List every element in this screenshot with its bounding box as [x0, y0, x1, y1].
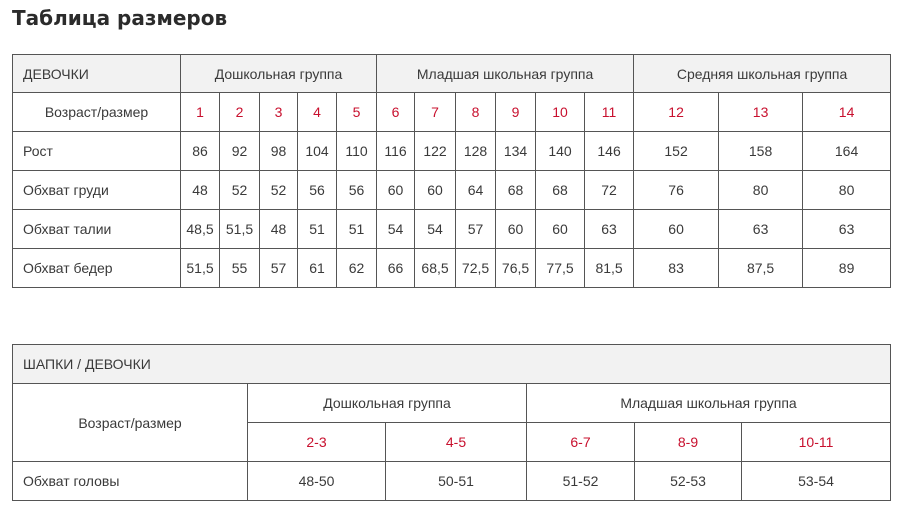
- table-cell: 51: [298, 210, 337, 249]
- group-junior-school: Младшая школьная группа: [377, 55, 634, 93]
- table-cell: 122: [415, 132, 456, 171]
- table-cell: 51: [337, 210, 377, 249]
- table-cell: 146: [585, 132, 634, 171]
- group-preschool: Дошкольная группа: [248, 384, 527, 423]
- table-row: [13, 249, 891, 288]
- group-preschool: Дошкольная группа: [181, 55, 377, 93]
- table-cell: 48,5: [181, 210, 220, 249]
- table-cell: 87,5: [719, 249, 803, 288]
- table-cell: 86: [181, 132, 220, 171]
- table-cell: 50-51: [386, 462, 527, 501]
- table-cell: 72: [585, 171, 634, 210]
- table-cell: 76,5: [496, 249, 536, 288]
- table-cell: 92: [220, 132, 260, 171]
- table-cell: 81,5: [585, 249, 634, 288]
- size-cell: 3: [260, 93, 298, 132]
- table-cell: 51,5: [181, 249, 220, 288]
- table-cell: 64: [456, 171, 496, 210]
- size-cell: 10-11: [742, 423, 891, 462]
- section-header-row: [13, 345, 891, 384]
- table-cell: 51-52: [527, 462, 635, 501]
- size-cell: 4-5: [386, 423, 527, 462]
- table-cell: 134: [496, 132, 536, 171]
- group-header-row: [13, 384, 891, 423]
- table-cell: 164: [803, 132, 891, 171]
- table-cell: 60: [496, 210, 536, 249]
- table-cell: 48: [260, 210, 298, 249]
- table-cell: 61: [298, 249, 337, 288]
- table-cell: 72,5: [456, 249, 496, 288]
- size-cell: 2-3: [248, 423, 386, 462]
- size-cell: 1: [181, 93, 220, 132]
- size-row-label: Возраст/размер: [13, 93, 181, 132]
- table-cell: 63: [803, 210, 891, 249]
- size-cell: 12: [634, 93, 719, 132]
- table-cell: 60: [377, 171, 415, 210]
- table-cell: 80: [719, 171, 803, 210]
- row-label: Обхват груди: [13, 171, 181, 210]
- table-cell: 104: [298, 132, 337, 171]
- size-cell: 9: [496, 93, 536, 132]
- page-title: Таблица размеров: [12, 6, 228, 30]
- table-cell: 83: [634, 249, 719, 288]
- table-cell: 68: [496, 171, 536, 210]
- table-cell: 68: [536, 171, 585, 210]
- table-cell: 128: [456, 132, 496, 171]
- table-cell: 76: [634, 171, 719, 210]
- table-cell: 52: [260, 171, 298, 210]
- table-cell: 54: [377, 210, 415, 249]
- size-cell: 7: [415, 93, 456, 132]
- group-junior-school: Младшая школьная группа: [527, 384, 891, 423]
- row-label: Обхват бедер: [13, 249, 181, 288]
- table-cell: 110: [337, 132, 377, 171]
- table-cell: 56: [298, 171, 337, 210]
- size-row: [13, 93, 891, 132]
- table-cell: 56: [337, 171, 377, 210]
- size-cell: 6: [377, 93, 415, 132]
- size-row-label: Возраст/размер: [13, 384, 248, 462]
- table-cell: 140: [536, 132, 585, 171]
- table-cell: 57: [260, 249, 298, 288]
- girls-size-table: [12, 54, 891, 288]
- section-label: ДЕВОЧКИ: [13, 55, 181, 93]
- table-row: [13, 462, 891, 501]
- size-cell: 4: [298, 93, 337, 132]
- hats-size-table: [12, 344, 891, 501]
- table-cell: 66: [377, 249, 415, 288]
- row-label: Обхват головы: [13, 462, 248, 501]
- table-cell: 80: [803, 171, 891, 210]
- table-row: [13, 210, 891, 249]
- table-cell: 53-54: [742, 462, 891, 501]
- table-cell: 68,5: [415, 249, 456, 288]
- table-cell: 62: [337, 249, 377, 288]
- table-cell: 158: [719, 132, 803, 171]
- table-cell: 63: [585, 210, 634, 249]
- size-cell: 11: [585, 93, 634, 132]
- table-cell: 98: [260, 132, 298, 171]
- table-cell: 77,5: [536, 249, 585, 288]
- size-cell: 14: [803, 93, 891, 132]
- table-cell: 152: [634, 132, 719, 171]
- table-cell: 60: [536, 210, 585, 249]
- section-label: ШАПКИ / ДЕВОЧКИ: [13, 345, 891, 384]
- table-cell: 48: [181, 171, 220, 210]
- size-cell: 6-7: [527, 423, 635, 462]
- row-label: Обхват талии: [13, 210, 181, 249]
- size-cell: 13: [719, 93, 803, 132]
- size-cell: 2: [220, 93, 260, 132]
- size-cell: 10: [536, 93, 585, 132]
- table-cell: 57: [456, 210, 496, 249]
- size-cell: 8-9: [635, 423, 742, 462]
- table-cell: 52-53: [635, 462, 742, 501]
- table-cell: 51,5: [220, 210, 260, 249]
- table-cell: 63: [719, 210, 803, 249]
- table-cell: 60: [634, 210, 719, 249]
- table-cell: 60: [415, 171, 456, 210]
- group-header-row: [13, 55, 891, 93]
- table-cell: 89: [803, 249, 891, 288]
- table-cell: 48-50: [248, 462, 386, 501]
- table-cell: 52: [220, 171, 260, 210]
- group-middle-school: Средняя школьная группа: [634, 55, 891, 93]
- table-cell: 55: [220, 249, 260, 288]
- size-cell: 5: [337, 93, 377, 132]
- table-cell: 54: [415, 210, 456, 249]
- table-row: [13, 132, 891, 171]
- table-row: [13, 171, 891, 210]
- size-cell: 8: [456, 93, 496, 132]
- row-label: Рост: [13, 132, 181, 171]
- table-cell: 116: [377, 132, 415, 171]
